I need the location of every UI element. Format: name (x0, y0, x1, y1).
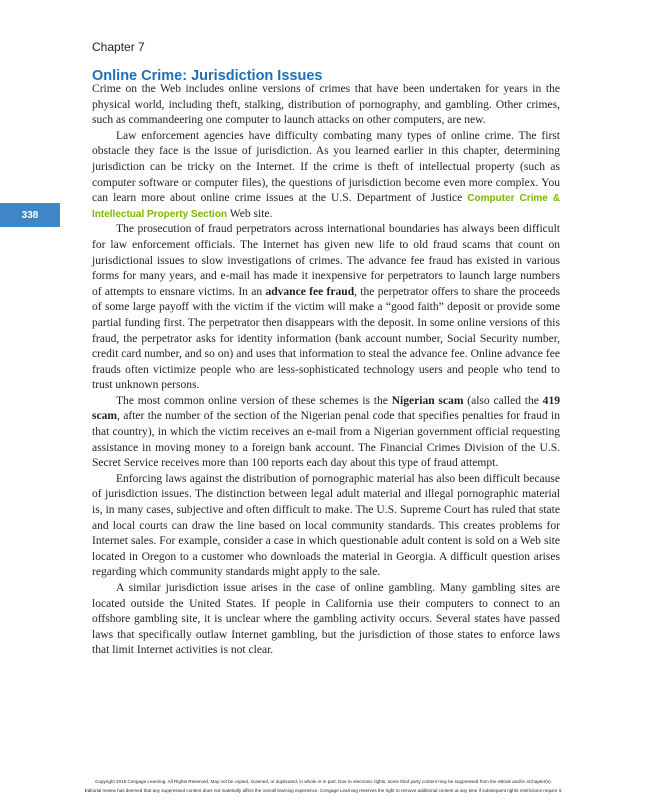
paragraph-3-text-b: , the perpetrator offers to share the proceeds of some large payoff with the victim if the victim will make a “good faith” deposit or provide some partial funding first. The perpetrator then disappears with the deposit. In some online versions of this fraud, the perpetrator asks for identity information (bank account number, Social Security number, credit card number, and so on) and uses that information to steal the advance fee. Online advance fee frauds often victimize people who are less-sophisticated technology users and people who tend to trust unknown persons. (92, 285, 561, 392)
paragraph-4 (92, 394, 560, 472)
paragraph-2 (92, 129, 560, 223)
copyright-footer-line-2: Editorial review has deemed that any suppressed content does not materially affect the overall learning experience. Cengage Learning reserves the right to remove additional content at any time if subsequent rights restrictions require it. (84, 788, 563, 793)
paragraph-3-text-a: The prosecution of fraud perpetrators across international boundaries has always been difficult for law enforcement officials. The Internet has given new life to old fraud scams that count on jurisdictional issues to slow investigations of crimes. The advance fee fraud has existed in various forms for many years, and e-mail has made it inexpensive for perpetrators to launch large numbers of attempts to ensnare victims. In an (92, 223, 560, 298)
term-advance-fee-fraud: advance fee fraud (265, 285, 355, 298)
paragraph-4-text-a: The most common online version of these schemes is the (116, 394, 392, 407)
article-body (92, 82, 560, 659)
term-419-scam: 419 scam (92, 394, 560, 423)
paragraph-2-text: Law enforcement agencies have difficulty combating many types of online crime. The first obstacle they face is the issue of jurisdiction. As you learned earlier in this chapter, determining jurisdiction can be tricky on the Internet. If the crime is theft of intellectual property (such as computer software or computer files), the questions of jurisdiction become even more complex. You can learn more about online crime issues at the U.S. Department of Justice (92, 129, 560, 205)
term-nigerian-scam: Nigerian scam (391, 394, 464, 407)
chapter-label: Chapter 7 (92, 40, 145, 54)
page-number-tab: 338 (0, 203, 60, 227)
paragraph-2-end: Web site. (227, 207, 273, 220)
paragraph-4-text-b: (also called the (463, 394, 543, 407)
paragraph-6: A similar jurisdiction issue arises in the case of online gambling. Many gambling sites are located outside the United States. If people in California use their computers to connect to an offshore gambling site, it is unclear where the gambling activity occurs. Several states have passed laws that specifically outlaw Internet gambling, but the jurisdiction of those states to enforce laws that limit Internet activities is not clear. (92, 582, 560, 657)
paragraph-5: Enforcing laws against the distribution of pornographic material has also been difficult because of jurisdiction issues. The distinction between legal adult material and illegal pornographic material is, in many cases, subjective and often difficult to make. The U.S. Supreme Court has ruled that state and local courts can draw the line based on local community standards. This creates problems for Internet sales. For example, consider a case in which questionable adult content is sold on a Web site located in Oregon to a customer who downloads the material in Georgia. A difficult question arises regarding which community standards might apply to the sale. (92, 472, 560, 579)
section-title: Online Crime: Jurisdiction Issues (92, 68, 323, 84)
paragraph-3 (92, 222, 560, 394)
paragraph-1: Crime on the Web includes online versions of crimes that have been undertaken for years in the physical world, including theft, stalking, distribution of pornography, and gambling. Other crimes, such as commandeering one computer to launch attacks on other computers, are new. (92, 83, 560, 127)
copyright-footer-line-1: Copyright 2015 Cengage Learning. All Rights Reserved. May not be copied, scanned, or duplicated, in whole or in part. Due to electronic rights, some third party content may be suppressed from the eBook and/or eChapter(s). (95, 779, 552, 784)
paragraph-4-text-c: , after the number of the section of the Nigerian penal code that specifies penalties for fraud in that country), in which the victim receives an e-mail from a Nigerian government official requesting assistance in moving money to a foreign bank account. The Financial Crimes Division of the U.S. Secret Service receives more than 100 reports each day about this type of fraud attempt. (92, 410, 560, 470)
doj-section-link[interactable]: Computer Crime & Intellectual Property Section (92, 193, 560, 220)
